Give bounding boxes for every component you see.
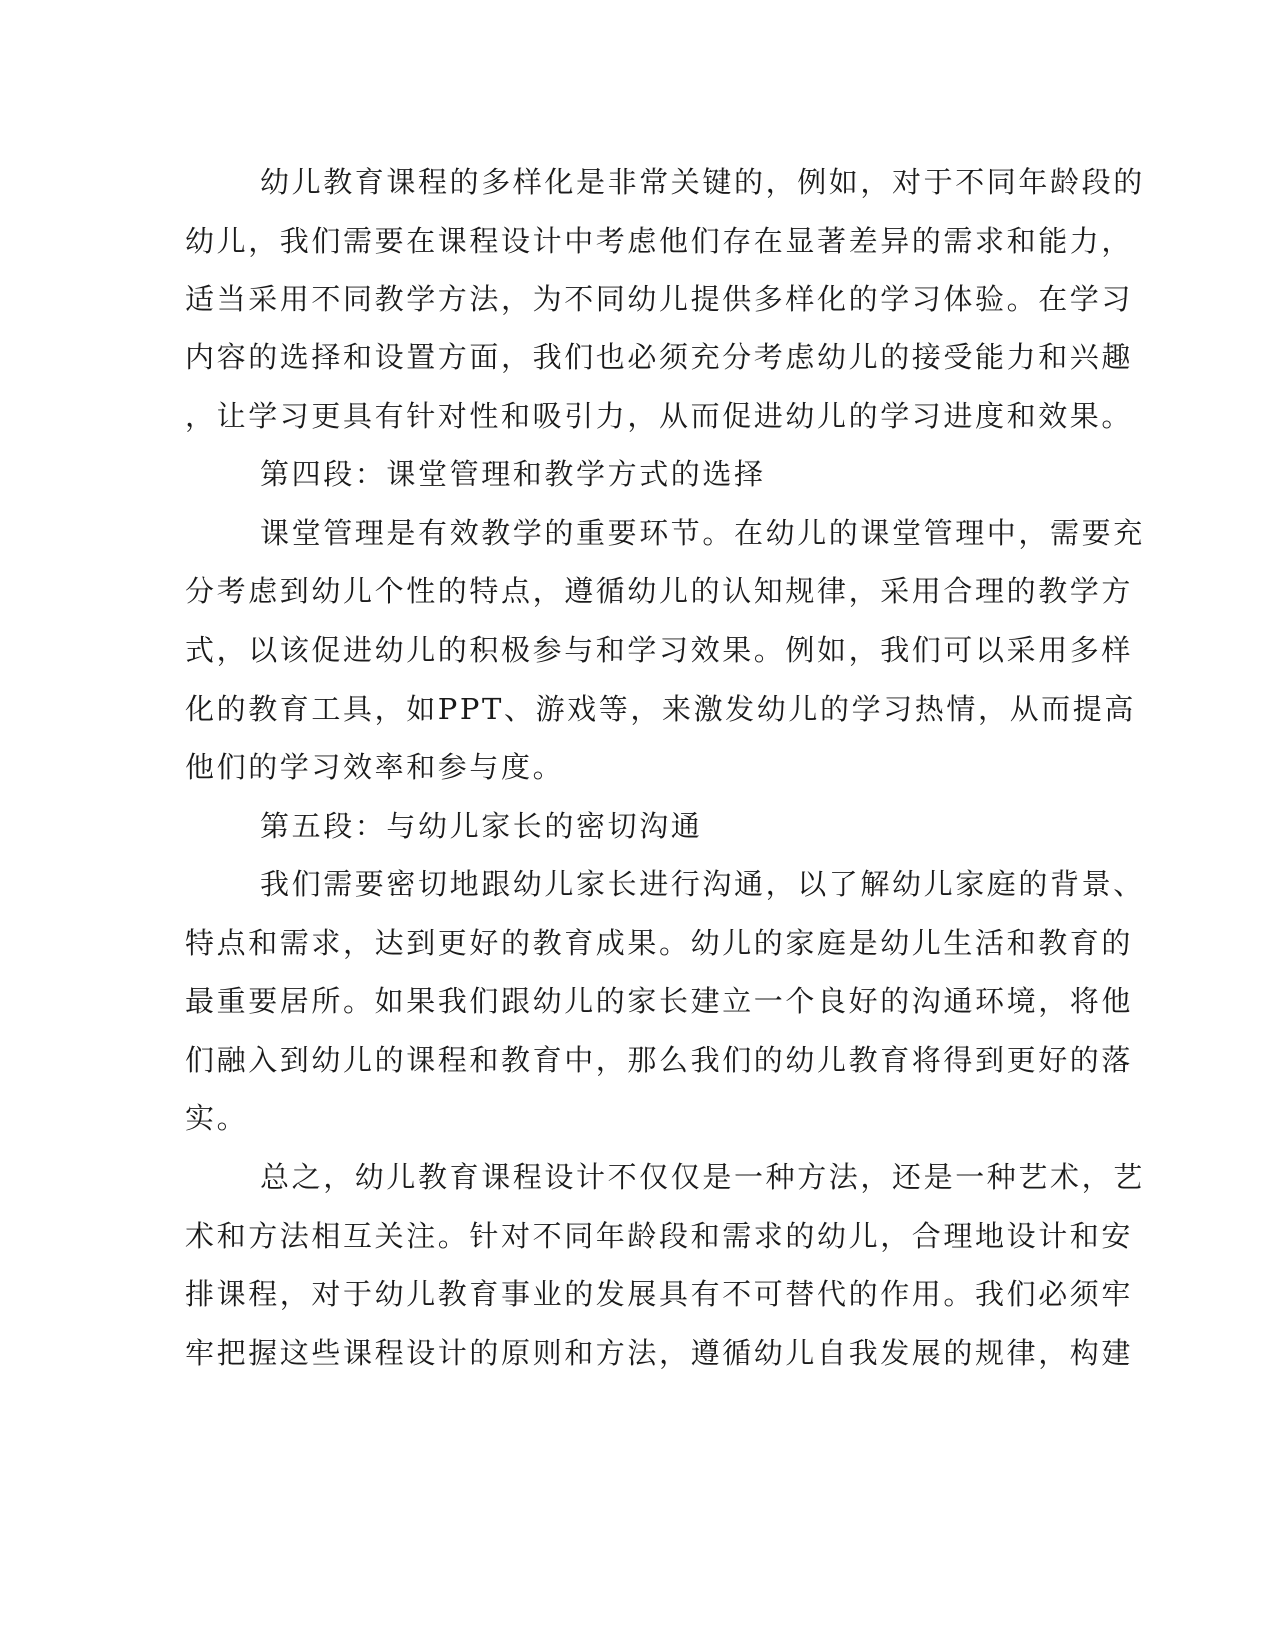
paragraph-line: 幼儿，我们需要在课程设计中考虑他们存在显著差异的需求和能力， — [185, 224, 1134, 258]
paragraph-line: 术和方法相互关注。针对不同年龄段和需求的幼儿，合理地设计和安 — [185, 1219, 1134, 1253]
paragraph-line: 总之，幼儿教育课程设计不仅仅是一种方法，还是一种艺术，艺 — [260, 1160, 1145, 1194]
paragraph-line: 实。 — [185, 1101, 249, 1135]
paragraph-line: 最重要居所。如果我们跟幼儿的家长建立一个良好的沟通环境，将他 — [185, 984, 1134, 1018]
paragraph-line: 课堂管理是有效教学的重要环节。在幼儿的课堂管理中，需要充 — [260, 516, 1145, 550]
paragraph-line: 分考虑到幼儿个性的特点，遵循幼儿的认知规律，采用合理的教学方 — [185, 574, 1134, 608]
paragraph-line: ，让学习更具有针对性和吸引力，从而促进幼儿的学习进度和效果。 — [185, 399, 1134, 433]
paragraph-line: 们融入到幼儿的课程和教育中，那么我们的幼儿教育将得到更好的落 — [185, 1043, 1134, 1077]
paragraph-line: 式，以该促进幼儿的积极参与和学习效果。例如，我们可以采用多样 — [185, 633, 1134, 667]
paragraph-line: 他们的学习效率和参与度。 — [185, 750, 565, 784]
paragraph-line: 内容的选择和设置方面，我们也必须充分考虑幼儿的接受能力和兴趣 — [185, 340, 1134, 374]
paragraph-line: 幼儿教育课程的多样化是非常关键的，例如，对于不同年龄段的 — [260, 165, 1145, 199]
paragraph-line: 排课程，对于幼儿教育事业的发展具有不可替代的作用。我们必须牢 — [185, 1277, 1134, 1311]
paragraph-line: 化的教育工具，如PPT、游戏等，来激发幼儿的学习热情，从而提高 — [185, 692, 1136, 726]
paragraph-line: 特点和需求，达到更好的教育成果。幼儿的家庭是幼儿生活和教育的 — [185, 926, 1134, 960]
paragraph-line: 适当采用不同教学方法，为不同幼儿提供多样化的学习体验。在学习 — [185, 282, 1134, 316]
section-heading: 第五段：与幼儿家长的密切沟通 — [260, 809, 703, 843]
paragraph-line: 牢把握这些课程设计的原则和方法，遵循幼儿自我发展的规律，构建 — [185, 1336, 1134, 1370]
section-heading: 第四段：课堂管理和教学方式的选择 — [260, 457, 766, 491]
paragraph-line: 我们需要密切地跟幼儿家长进行沟通，以了解幼儿家庭的背景、 — [260, 867, 1145, 901]
